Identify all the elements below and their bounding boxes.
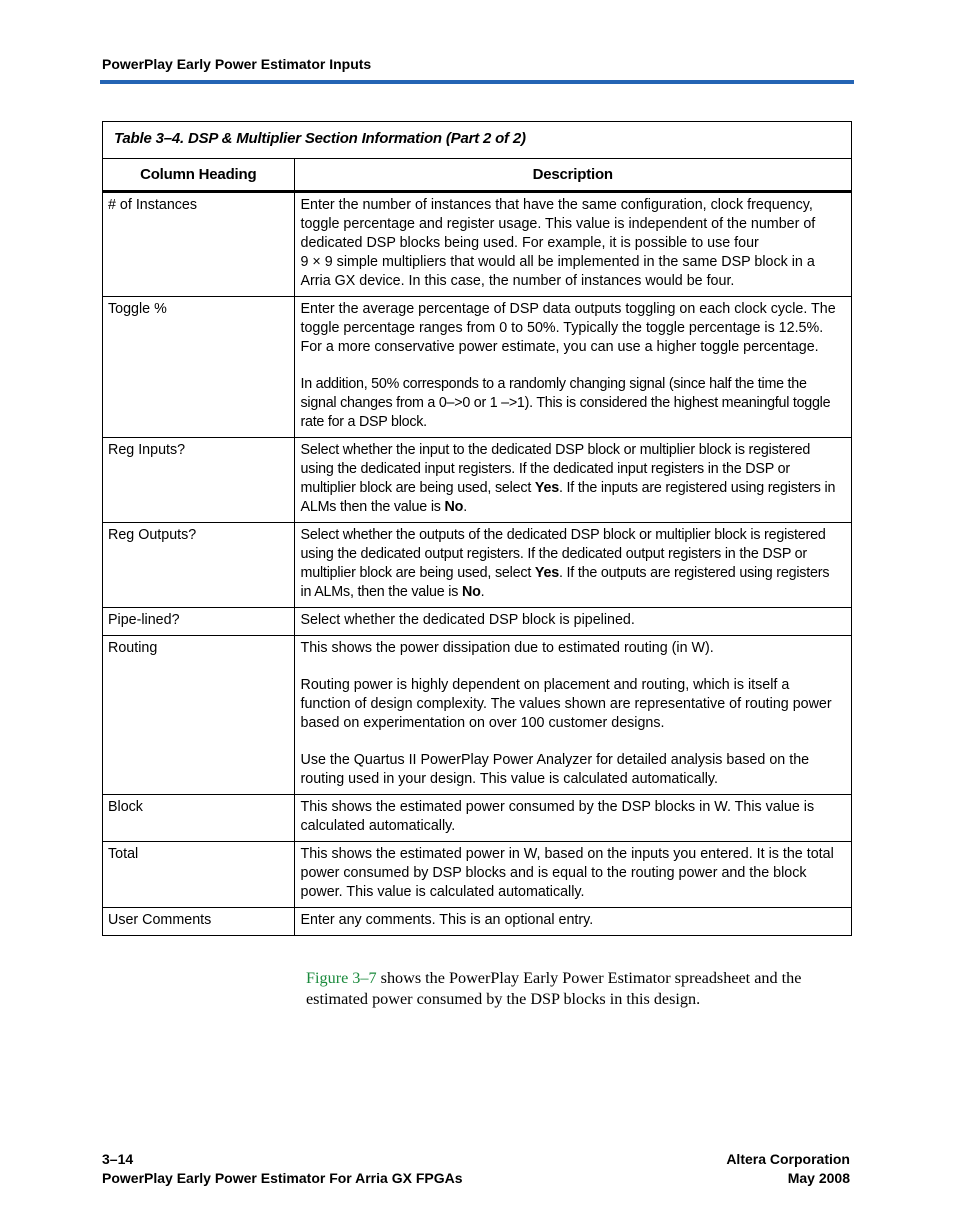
figure-xref-link[interactable]: Figure 3–7 [306,969,377,987]
row-description [294,297,851,438]
row-heading: Routing [103,636,294,795]
table-header-row [103,159,851,192]
column-heading-header: Column Heading [103,159,294,192]
row-heading: Toggle % [103,297,294,438]
value-no: No [462,584,481,600]
table-row [103,795,851,842]
row-description: This shows the estimated power consumed by the DSP blocks in W. This value is calculated automatically. [294,795,851,842]
running-head: PowerPlay Early Power Estimator Inputs [102,56,372,72]
description-text: In addition, 50% corresponds to a randomly changing signal (since half the time the signal changes from a 0–>0 or 1 –>1). This is considered the highest meaningful toggle rate for a DSP block. [300,376,831,430]
description-text: This shows the power dissipation due to estimated routing (in W). [300,640,714,656]
description-text: . If the outputs are registered using registers in ALMs, then the value is [300,565,830,600]
row-heading: Block [103,795,294,842]
dsp-table [102,121,852,936]
row-description: Enter any comments. This is an optional entry. [294,908,851,936]
description-text: Enter the number of instances that have the same configuration, clock frequency, toggle percentage and register usage. This value is independent of the number of dedicated DSP blocks being used. For example, it is possible to use four [300,197,816,251]
table-row [103,636,851,795]
row-description [294,636,851,795]
description-text: Enter the average percentage of DSP data outputs toggling on each clock cycle. The toggle percentage ranges from 0 to 50%. Typically the toggle percentage is 12.5%. For a more conservative power estimate, you can use a higher toggle percentage. [300,301,836,355]
row-heading: Total [103,842,294,908]
header-rule [100,80,854,84]
description-text: . [463,499,467,515]
table-row [103,192,851,297]
description-header: Description [294,159,851,192]
row-description: Select whether the dedicated DSP block is pipelined. [294,608,851,636]
value-no: No [444,499,464,515]
value-yes: Yes [534,565,559,581]
value-yes: Yes [534,480,559,496]
body-paragraph [306,968,854,1010]
table-caption: Table 3–4. DSP & Multiplier Section Information (Part 2 of 2) [103,122,851,159]
table-row [103,842,851,908]
description-text: Use the Quartus II PowerPlay Power Analyzer for detailed analysis based on the routing used in your design. This value is calculated automatically. [300,752,810,787]
description-text: . [480,584,485,600]
description-text: Select whether the input to the dedicated DSP block or multiplier block is registered using the dedicated input registers. If the dedicated input registers in the DSP or multiplier block are being used, select [300,442,811,496]
row-heading: Reg Outputs? [103,523,294,608]
table-row [103,438,851,523]
description-text: Select whether the outputs of the dedicated DSP block or multiplier block is registered using the dedicated output registers. If the dedicated output registers in the DSP or multiplier block are being used, select [300,527,826,581]
table-row [103,608,851,636]
row-description [294,523,851,608]
body-text: shows the PowerPlay Early Power Estimator spreadsheet and the estimated power consumed by the DSP blocks in this design. [306,969,802,1008]
book-title: PowerPlay Early Power Estimator For Arria GX FPGAs [102,1170,463,1186]
row-description [294,438,851,523]
company-name: Altera Corporation [726,1151,850,1167]
description-text: Routing power is highly dependent on placement and routing, which is itself a function of design complexity. The values shown are representative of routing power based on experimentation on over 100 customer designs. [300,677,832,731]
description-text: . If the inputs are registered using registers in ALMs then the value is [300,480,836,515]
row-heading: Reg Inputs? [103,438,294,523]
row-heading: User Comments [103,908,294,936]
dsp-table-grid [103,159,851,935]
table-row [103,297,851,438]
publication-date: May 2008 [787,1170,850,1186]
description-text: 9 × 9 simple multipliers that would all be implemented in the same DSP block in a Arria GX device. In this case, the number of instances would be four. [300,254,815,289]
row-description: This shows the estimated power in W, based on the inputs you entered. It is the total power consumed by DSP blocks and is equal to the routing power and the block power. This value is calculated automatically. [294,842,851,908]
table-row [103,908,851,936]
page-number: 3–14 [102,1151,134,1167]
row-heading: Pipe-lined? [103,608,294,636]
row-heading: # of Instances [103,192,294,297]
table-row [103,523,851,608]
row-description [294,192,851,297]
